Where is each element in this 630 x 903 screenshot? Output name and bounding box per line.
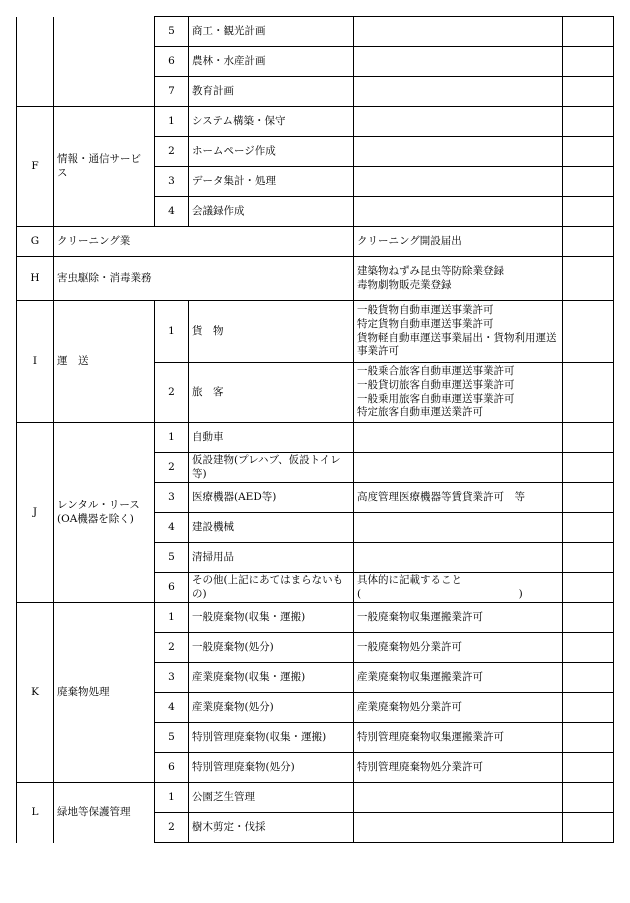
permit-cell [354,47,563,77]
check-cell[interactable] [563,17,614,47]
permit-line: 貨物軽自動車運送事業届出・貨物利用運送事業許可 [357,331,557,358]
item-name: 会議録作成 [189,197,354,227]
check-cell[interactable] [563,423,614,453]
category-name-line: (OA機器を除く) [57,512,134,525]
check-cell[interactable] [563,47,614,77]
item-name: 教育計画 [189,77,354,107]
permit-cell [354,453,563,483]
check-cell[interactable] [563,483,614,513]
item-name: 自動車 [189,423,354,453]
permit-line: 具体的に記載すること [357,573,462,586]
check-cell[interactable] [563,257,614,301]
item-number: 1 [155,783,189,813]
item-number: 4 [155,197,189,227]
category-code-j: J [17,423,54,603]
category-name-j [54,423,155,603]
item-name: システム構築・保守 [189,107,354,137]
permit-cell [354,573,563,603]
category-name-i: 運 送 [54,301,155,423]
check-cell[interactable] [563,363,614,423]
category-code-k: K [17,603,54,783]
check-cell[interactable] [563,603,614,633]
category-code-cell [17,17,54,107]
permit-cell [354,543,563,573]
check-cell[interactable] [563,227,614,257]
category-code-l: L [17,783,54,843]
permit-cell: 一般廃棄物処分業許可 [354,633,563,663]
permit-cell [354,301,563,363]
check-cell[interactable] [563,107,614,137]
check-cell[interactable] [563,633,614,663]
permit-cell: 産業廃棄物処分業許可 [354,693,563,723]
item-number: 4 [155,513,189,543]
permit-cell [354,77,563,107]
permit-cell: 特別管理廃棄物処分業許可 [354,753,563,783]
item-number: 1 [155,423,189,453]
item-name: 特別管理廃棄物(収集・運搬) [189,723,354,753]
item-number: 6 [155,573,189,603]
item-name: ホームページ作成 [189,137,354,167]
permit-cell [354,167,563,197]
check-cell[interactable] [563,167,614,197]
item-number: 6 [155,47,189,77]
permit-cell [354,363,563,423]
permit-cell [354,813,563,843]
permit-line: 一般貨物自動車運送事業許可 [357,304,494,317]
permit-line: 一般貸切旅客自動車運送事業許可 [357,378,515,391]
check-cell[interactable] [563,77,614,107]
check-cell[interactable] [563,783,614,813]
permit-cell [354,783,563,813]
item-name: 一般廃棄物(収集・運搬) [189,603,354,633]
item-name: 清掃用品 [189,543,354,573]
item-number: 1 [155,301,189,363]
item-name: 樹木剪定・伐採 [189,813,354,843]
item-number: 5 [155,543,189,573]
category-code-h: H [17,257,54,301]
item-number: 2 [155,813,189,843]
item-number: 2 [155,363,189,423]
permit-cell [354,423,563,453]
category-name-g: クリーニング業 [54,227,354,257]
permit-line: 一般乗用旅客自動車運送事業許可 [357,392,515,405]
check-cell[interactable] [563,513,614,543]
permit-line: 特定旅客自動車運送業許可 [357,406,483,419]
permit-cell: 特別管理廃棄物収集運搬業許可 [354,723,563,753]
item-name: 商工・観光計画 [189,17,354,47]
item-name: 農林・水産計画 [189,47,354,77]
category-name-cell [54,17,155,107]
item-number: 2 [155,137,189,167]
category-table [16,16,614,843]
check-cell[interactable] [563,301,614,363]
category-code-f: F [17,107,54,227]
item-name: データ集計・処理 [189,167,354,197]
item-name: 仮設建物(プレハブ、仮設トイレ等) [189,453,354,483]
item-name: 産業廃棄物(収集・運搬) [189,663,354,693]
item-name: 医療機器(AED等) [189,483,354,513]
item-name: 貨 物 [189,301,354,363]
check-cell[interactable] [563,813,614,843]
permit-cell [354,197,563,227]
item-number: 3 [155,663,189,693]
item-number: 5 [155,723,189,753]
permit-cell [354,137,563,167]
item-name: 建設機械 [189,513,354,543]
item-number: 1 [155,603,189,633]
check-cell[interactable] [563,137,614,167]
item-name: その他(上記にあてはまらないもの) [189,573,354,603]
item-number: 3 [155,167,189,197]
category-name-l: 緑地等保護管理 [54,783,155,843]
permit-cell: クリーニング開設届出 [354,227,563,257]
permit-line: 建築物ねずみ昆虫等防除業登録 [357,264,504,277]
check-cell[interactable] [563,543,614,573]
item-number: 2 [155,633,189,663]
check-cell[interactable] [563,723,614,753]
permit-cell: 一般廃棄物収集運搬業許可 [354,603,563,633]
permit-cell [354,17,563,47]
permit-cell: 産業廃棄物収集運搬業許可 [354,663,563,693]
permit-cell [354,107,563,137]
item-number: 5 [155,17,189,47]
permit-line: ( ) [357,587,523,600]
check-cell[interactable] [563,453,614,483]
item-number: 7 [155,77,189,107]
item-name: 産業廃棄物(処分) [189,693,354,723]
permit-line: 特定貨物自動車運送事業許可 [357,317,494,330]
category-name-h: 害虫駆除・消毒業務 [54,257,354,301]
permit-cell [354,513,563,543]
category-code-i: I [17,301,54,423]
check-cell[interactable] [563,663,614,693]
item-number: 1 [155,107,189,137]
check-cell[interactable] [563,753,614,783]
permit-line: 一般乗合旅客自動車運送事業許可 [357,365,515,378]
permit-cell: 高度管理医療機器等賃貸業許可 等 [354,483,563,513]
category-name-k: 廃棄物処理 [54,603,155,783]
item-name: 特別管理廃棄物(処分) [189,753,354,783]
item-name: 公園芝生管理 [189,783,354,813]
check-cell[interactable] [563,693,614,723]
item-name: 旅 客 [189,363,354,423]
item-number: 3 [155,483,189,513]
item-name: 一般廃棄物(処分) [189,633,354,663]
item-number: 2 [155,453,189,483]
item-number: 4 [155,693,189,723]
category-name-f: 情報・通信サービス [54,107,155,227]
check-cell[interactable] [563,197,614,227]
category-code-g: G [17,227,54,257]
permit-cell [354,257,563,301]
category-name-line: レンタル・リース [57,498,140,511]
permit-line: 毒物劇物販売業登録 [357,278,452,291]
check-cell[interactable] [563,573,614,603]
item-number: 6 [155,753,189,783]
